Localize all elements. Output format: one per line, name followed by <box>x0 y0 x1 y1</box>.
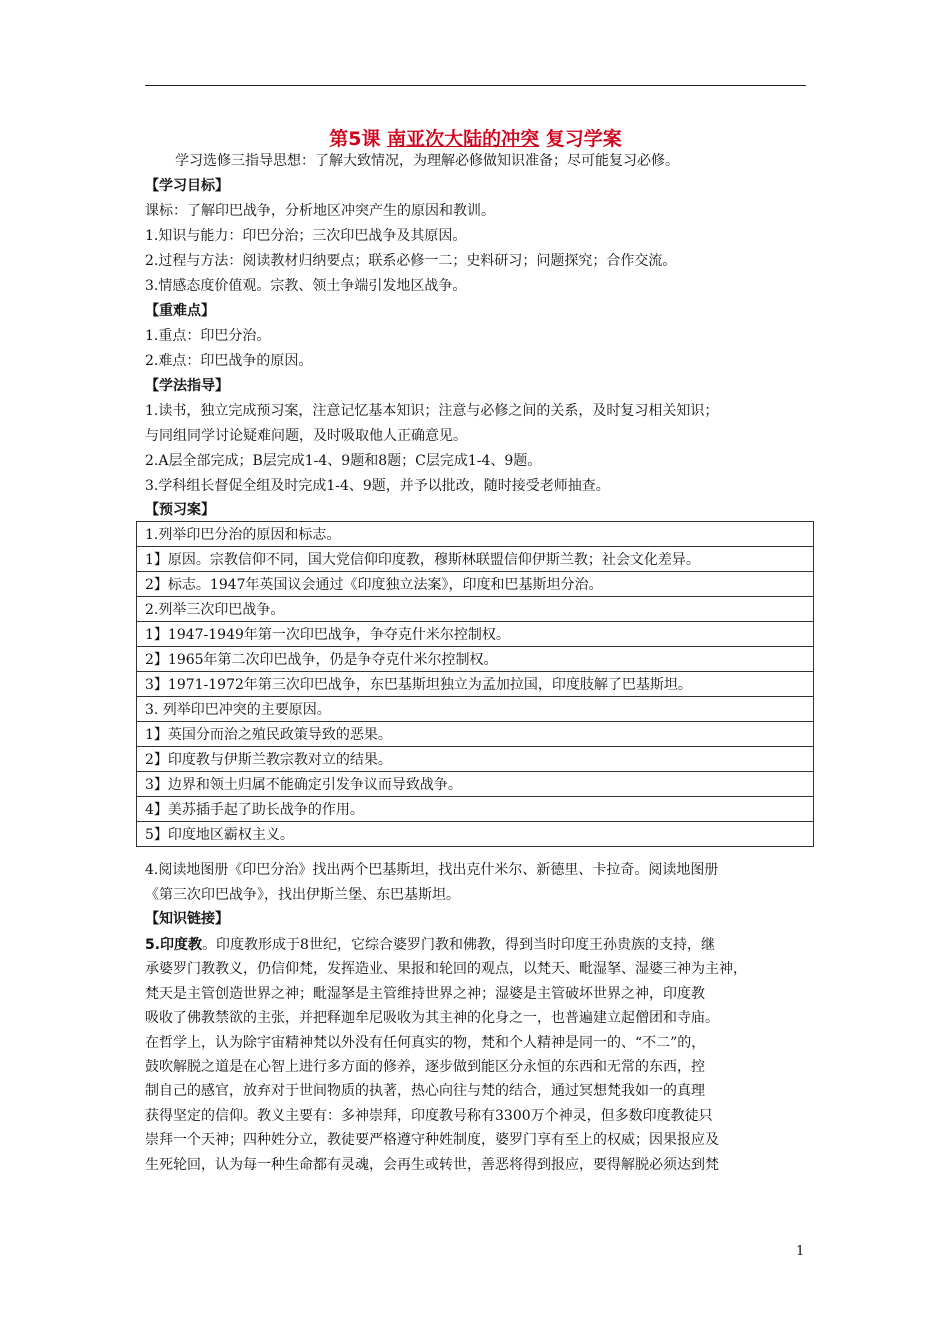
goals-line: 课标：了解印巴战争，分析地区冲突产生的原因和教训。 <box>145 203 495 219</box>
table-cell: 2.列举三次印巴战争。 <box>137 597 814 622</box>
method-line: 3.学科组长督促全组及时完成1-4、9题，并予以批改，随时接受老师抽查。 <box>145 478 610 494</box>
page-number: 1 <box>796 1244 805 1259</box>
method-line: 2.A层全部完成；B层完成1-4、9题和8题；C层完成1-4、9题。 <box>145 453 542 469</box>
header-rule <box>145 85 806 86</box>
table-row <box>137 822 814 847</box>
method-line: 与同组同学讨论疑难问题，及时吸取他人正确意见。 <box>145 428 467 444</box>
paragraph-line: 5.印度教。印度教形成于8世纪，它综合婆罗门教和佛教，得到当时印度王孙贵族的支持，继 <box>145 937 715 953</box>
paragraph-line: 生死轮回，认为每一种生命都有灵魂，会再生或转世，善恶将得到报应，要得解脱必须达到梵 <box>145 1156 719 1173</box>
paragraph-line: 梵天是主管创造世界之神；毗湿拏是主管维持世界之神；湿婆是主管破坏世界之神，印度教 <box>145 985 705 1002</box>
title-prefix: 第5课 <box>329 128 388 150</box>
preview-after-line: 4.阅读地图册《印巴分治》找出两个巴基斯坦，找出克什米尔、新德里、卡拉奇。阅读地图册 <box>145 862 719 878</box>
page-title <box>145 124 806 151</box>
table-row <box>137 522 814 547</box>
item-label: 5.印度教 <box>145 937 203 953</box>
preview-after-line: 《第三次印巴战争》，找出伊斯兰堡、东巴基斯坦。 <box>145 887 460 903</box>
paragraph-line: 承婆罗门教教义，仍信仰梵，发挥造业、果报和轮回的观点，以梵天、毗湿拏、湿婆三神为主神， <box>145 961 747 978</box>
links-paragraph <box>145 933 817 1177</box>
table-row <box>137 747 814 772</box>
links-heading: 【知识链接】 <box>145 911 229 927</box>
preview-heading: 【预习案】 <box>145 502 215 518</box>
table-row <box>137 547 814 572</box>
key-points-heading: 【重难点】 <box>145 303 215 319</box>
table-cell: 1】1947-1949年第一次印巴战争，争夺克什米尔控制权。 <box>137 622 814 647</box>
paragraph-line: 制自己的感官，放弃对于世间物质的执著，热心向往与梵的结合，通过冥想梵我如一的真理 <box>145 1083 705 1100</box>
table-cell: 3】边界和领土归属不能确定引发争议而导致战争。 <box>137 772 814 797</box>
goals-line: 3.情感态度价值观。宗教、领土争端引发地区战争。 <box>145 278 467 294</box>
table-row <box>137 697 814 722</box>
title-main: 南亚次大陆的冲突 <box>387 128 540 150</box>
goals-line: 2.过程与方法：阅读教材归纳要点；联系必修一二；史料研习；问题探究；合作交流。 <box>145 253 677 269</box>
paragraph-line: 在哲学上，认为除宇宙精神梵以外没有任何真实的物，梵和个人精神是同一的、“不二”的， <box>145 1034 706 1051</box>
method-heading: 【学法指导】 <box>145 378 229 394</box>
title-suffix: 复习学案 <box>539 128 622 150</box>
table-cell: 4】美苏插手起了助长战争的作用。 <box>137 797 814 822</box>
goals-line: 1.知识与能力：印巴分治；三次印巴战争及其原因。 <box>145 228 467 244</box>
table-row <box>137 647 814 672</box>
table-cell: 3】1971-1972年第三次印巴战争，东巴基斯坦独立为孟加拉国，印度肢解了巴基斯坦。 <box>137 672 814 697</box>
table-row <box>137 672 814 697</box>
table-row <box>137 797 814 822</box>
goals-heading: 【学习目标】 <box>145 178 229 194</box>
preview-table <box>136 521 814 847</box>
paragraph-line: 鼓吹解脱之道是在心智上进行多方面的修养，逐步做到能区分永恒的东西和无常的东西，控 <box>145 1059 705 1076</box>
table-cell: 2】印度教与伊斯兰教宗教对立的结果。 <box>137 747 814 772</box>
table-row <box>137 622 814 647</box>
table-cell: 5】印度地区霸权主义。 <box>137 822 814 847</box>
key-points-line: 1.重点：印巴分治。 <box>145 328 271 344</box>
guide-text: 学习选修三指导思想：了解大致情况，为理解必修做知识准备；尽可能复习必修。 <box>175 153 679 169</box>
table-row <box>137 572 814 597</box>
table-cell: 2】标志。1947年英国议会通过《印度独立法案》，印度和巴基斯坦分治。 <box>137 572 814 597</box>
method-line: 1.读书，独立完成预习案，注意记忆基本知识；注意与必修之间的关系，及时复习相关知识； <box>145 403 719 419</box>
table-row <box>137 722 814 747</box>
table-row <box>137 772 814 797</box>
key-points-line: 2.难点：印巴战争的原因。 <box>145 353 313 369</box>
paragraph-line: 获得坚定的信仰。教义主要有：多神崇拜，印度教号称有3300万个神灵，但多数印度教徒只 <box>145 1107 713 1124</box>
paragraph-line: 吸收了佛教禁欲的主张，并把释迦牟尼吸收为其主神的化身之一，也普遍建立起僧团和寺庙。 <box>145 1010 719 1027</box>
table-cell: 1】英国分而治之殖民政策导致的恶果。 <box>137 722 814 747</box>
table-cell: 2】1965年第二次印巴战争，仍是争夺克什米尔控制权。 <box>137 647 814 672</box>
table-cell: 1】原因。宗教信仰不同，国大党信仰印度教，穆斯林联盟信仰伊斯兰教；社会文化差异。 <box>137 547 814 572</box>
table-cell: 3. 列举印巴冲突的主要原因。 <box>137 697 814 722</box>
table-row <box>137 597 814 622</box>
paragraph-line: 崇拜一个天神；四种姓分立，教徒要严格遵守种姓制度，婆罗门享有至上的权威；因果报应及 <box>145 1132 719 1149</box>
table-cell: 1.列举印巴分治的原因和标志。 <box>137 522 814 547</box>
